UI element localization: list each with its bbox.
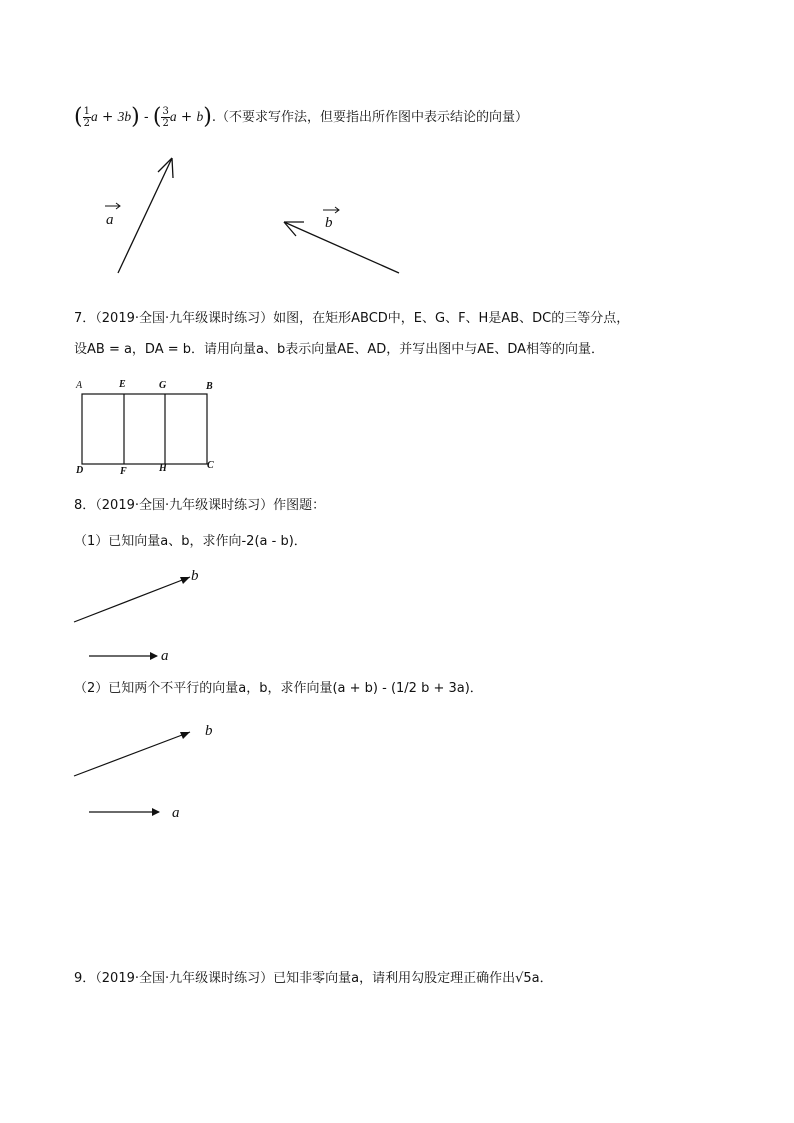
q6-expression: ( $\frac{1}{2}$ a + 3b) - ( $\frac{3}{2}$ a + b).（不要求写作法，但要指出所作图中表示结论的向量） [74, 104, 528, 130]
q8-heading: 8．（2019·全国·九年级课时练习）作图题： [74, 498, 326, 513]
q6-vector-a-arrow-mark [105, 203, 120, 209]
q7-label-B: B [206, 381, 213, 392]
q7-label-G: G [159, 380, 167, 391]
q7-line2: 设AB = a，DA = b．请用向量a、b表示向量AE、AD，并写出图中与AE、DA相等的向量． [74, 342, 605, 357]
fraction-half: $\frac{1}{2}$ [83, 106, 90, 129]
q8-part2-text: （2）已知两个不平行的向量a，b，求作向量(a + b) - (1/2 b + 3a)． [74, 681, 483, 696]
q7-label-C: C [207, 460, 214, 471]
fraction-three-halves: $\frac{3}{2}$ [162, 106, 169, 129]
q9-text: 9．（2019·全国·九年级课时练习）已知非零向量a，请利用勾股定理正确作出√5a． [74, 971, 553, 986]
q7-label-A: A [76, 380, 83, 391]
q8-part1-vector-a [89, 652, 158, 660]
q6-label-b: b [325, 215, 333, 231]
q6-label-a: a [106, 212, 114, 228]
q7-label-H: H [159, 463, 167, 474]
q6-vector-a [118, 158, 173, 273]
q8-part1-label-b: b [191, 568, 199, 584]
q7-label-F: F [120, 466, 127, 477]
q7-label-E: E [119, 379, 126, 390]
q8-part2-vector-b [74, 732, 190, 776]
q8-part1-label-a: a [161, 648, 169, 664]
q8-part2-vector-a [89, 808, 160, 816]
q8-part2-label-b: b [205, 723, 213, 739]
q7-label-D: D [76, 465, 84, 476]
q7-rectangle-figure [82, 394, 207, 464]
q8-part2-label-a: a [172, 805, 180, 821]
q8-part1-text: （1）已知向量a、b，求作向-2(a - b)． [74, 534, 307, 549]
q6-vector-b [284, 222, 399, 273]
q6-vector-b-arrow-mark [323, 207, 339, 213]
q6-note: .（不要求写作法，但要指出所作图中表示结论的向量） [211, 110, 528, 125]
q8-part1-vector-b [74, 577, 190, 622]
q7-line1: 7．（2019·全国·九年级课时练习）如图，在矩形ABCD中，E、G、F、H是AB、DC的三等分点， [74, 311, 630, 326]
